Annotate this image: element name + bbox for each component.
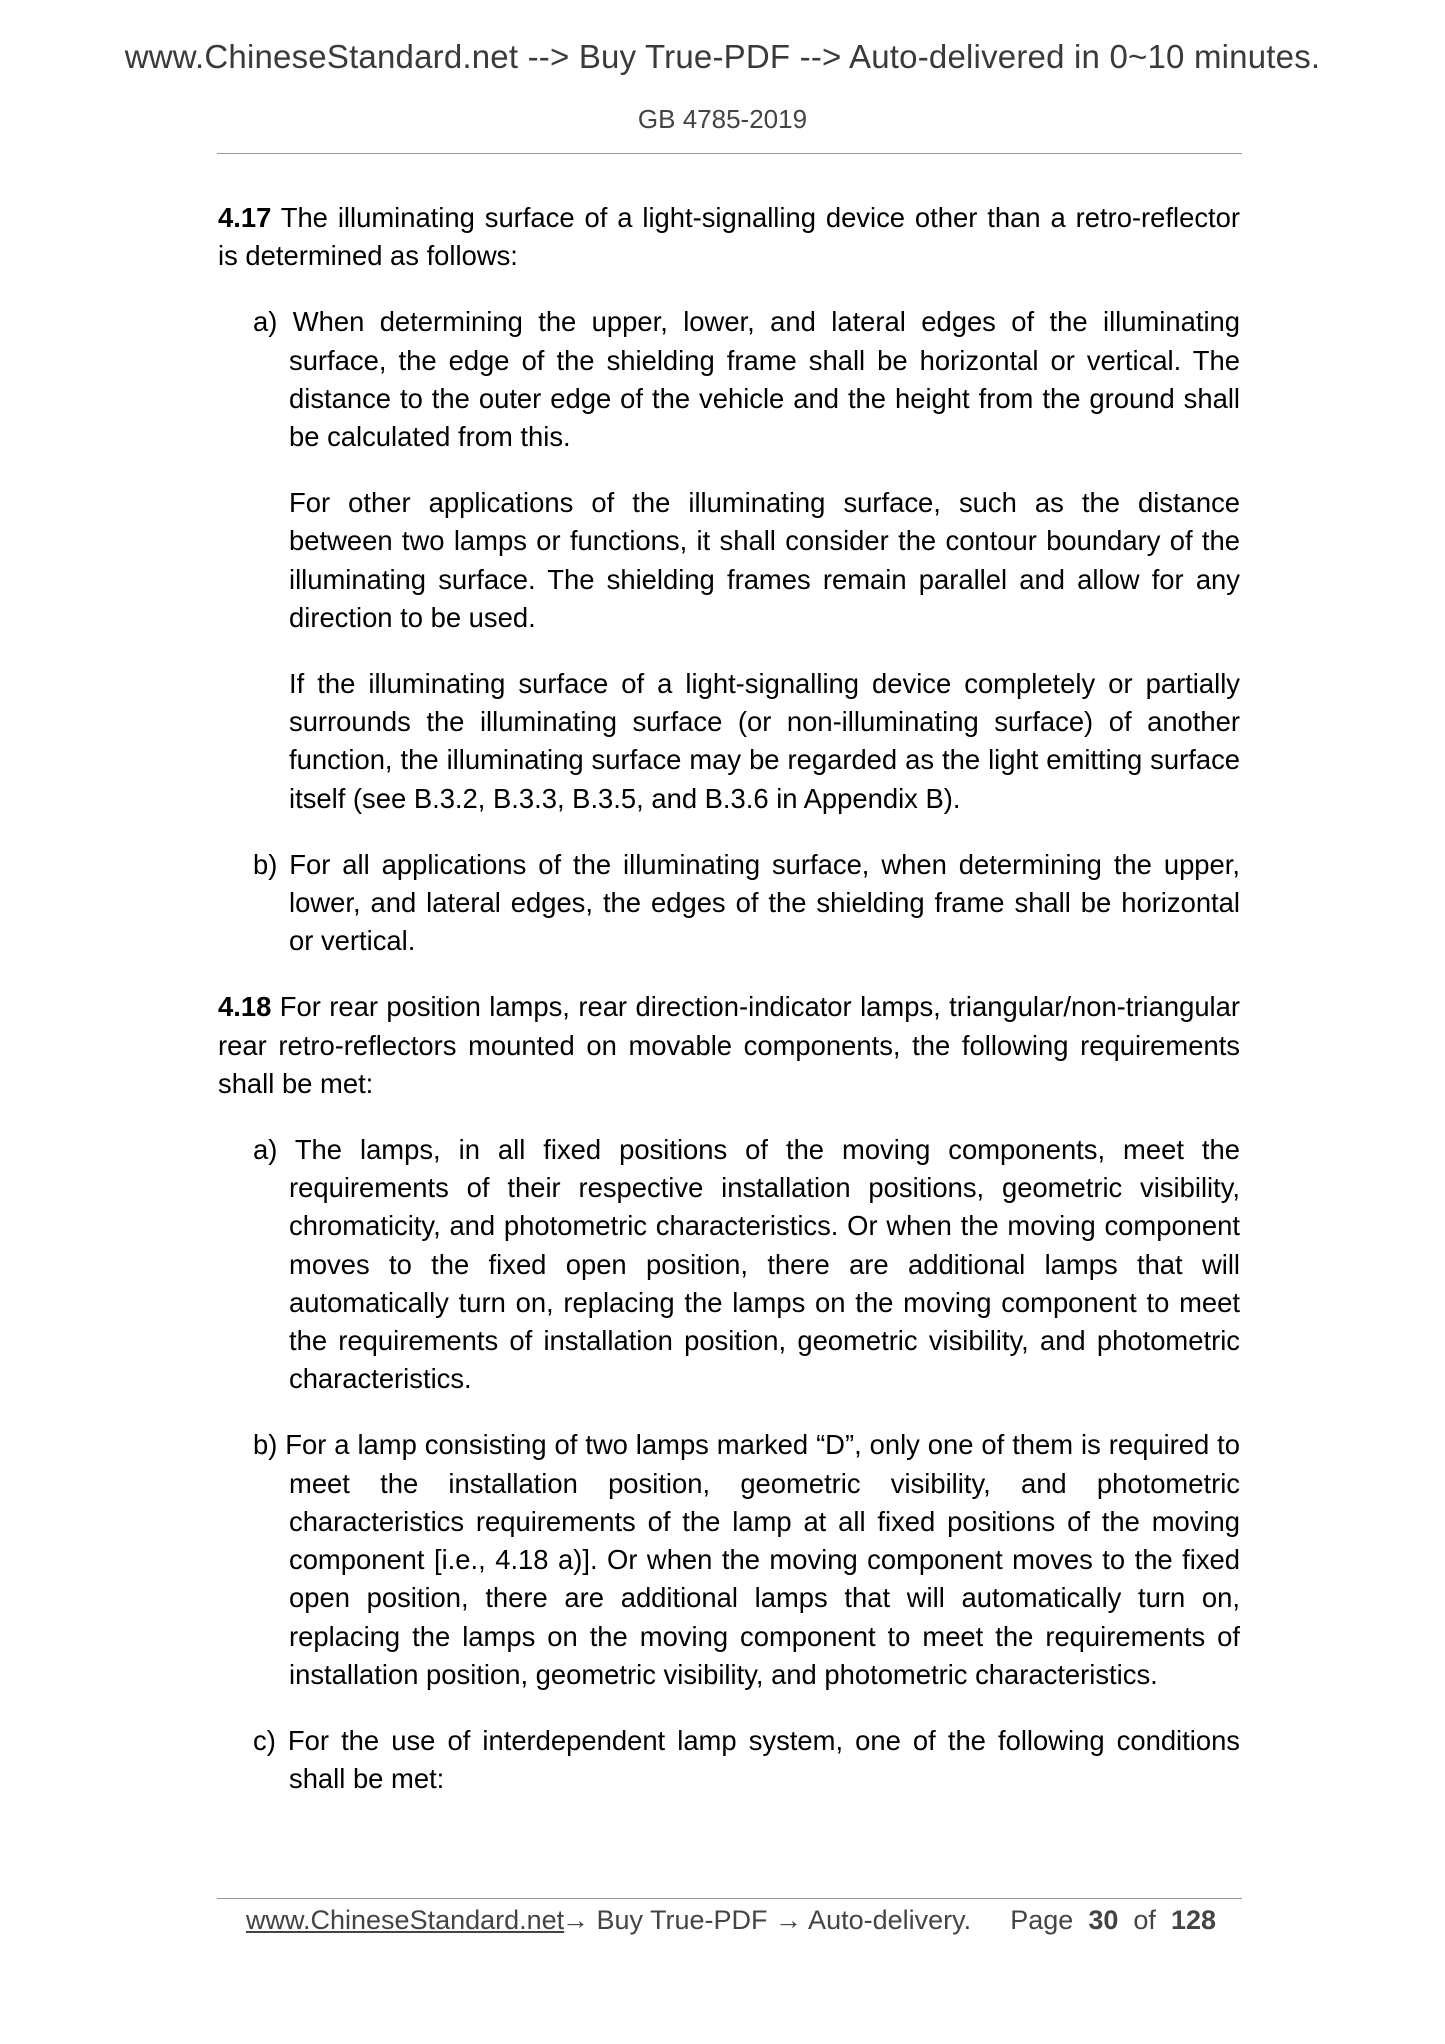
footer-divider — [217, 1898, 1242, 1899]
total-pages: 128 — [1170, 1905, 1216, 1935]
clause-text: The illuminating surface of a light-signalling device other than a retro-reflector is determined as follows: — [218, 202, 1240, 272]
clause-4-17-item-a: a) When determining the upper, lower, and lateral edges of the illuminating surface, the edge of the shielding frame shall be horizontal or vertical. The distance to the outer edge of the vehicle and the height from the ground shall be calculated from this. — [253, 306, 1240, 453]
page-label: Page — [1010, 1905, 1074, 1935]
top-banner: www.ChineseStandard.net --> Buy True-PDF --> Auto-delivered in 0~10 minutes. — [124, 38, 1321, 75]
page-number: 30 — [1088, 1905, 1119, 1935]
clause-number: 4.18 — [218, 991, 272, 1023]
clause-4-18-item-b: b) For a lamp consisting of two lamps marked “D”, only one of them is required to meet the installation position, geometric visibility, and photometric characteristics requirements of the lamp at all fixed positions of the moving component [i.e., 4.18 a)]. Or when the moving component moves to the fixed open position, there are additional lamps that will automatically turn on, replacing the lamps on the moving component to meet the requirements of installation position, geometric visibility, and photometric characteristics. — [253, 1429, 1240, 1690]
clause-4-18-item-a: a) The lamps, in all fixed positions of the moving components, meet the requirements of their respective installation positions, geometric visibility, chromaticity, and photometric characteristics. Or when the moving component moves to the fixed open position, there are additional lamps that will automatically turn on, replacing the lamps on the moving component to meet the requirements of installation position, geometric visibility, and photometric characteristics. — [253, 1134, 1240, 1395]
page-indicator — [1010, 1901, 1216, 1939]
footer — [246, 1901, 1226, 1939]
clause-text: For rear position lamps, rear direction-indicator lamps, triangular/non-triangular rear retro-reflectors mounted on movable components, the following requirements shall be met: — [218, 991, 1240, 1099]
page-content — [218, 199, 1240, 1826]
footer-tagline: → Buy True-PDF → Auto-delivery. — [562, 1905, 972, 1935]
document-code: GB 4785-2019 — [637, 104, 808, 134]
footer-site-link[interactable]: www.ChineseStandard.net — [246, 1905, 565, 1935]
clause-4-17 — [218, 199, 1240, 275]
clause-4-17-item-a-para-2: For other applications of the illuminating surface, such as the distance between two lamps or functions, it shall consider the contour boundary of the illuminating surface. The shielding frames remain parallel and allow for any direction to be used. — [289, 487, 1240, 633]
of-label: of — [1133, 1905, 1156, 1935]
clause-4-17-item-b: b) For all applications of the illuminating surface, when determining the upper, lower, and lateral edges, the edges of the shielding frame shall be horizontal or vertical. — [253, 848, 1240, 957]
header-divider — [217, 153, 1242, 154]
clause-4-18 — [218, 988, 1240, 1103]
clause-4-18-item-c: c) For the use of interdependent lamp system, one of the following conditions shall be met: — [253, 1724, 1240, 1795]
clause-4-17-item-a-para-3: If the illuminating surface of a light-signalling device completely or partially surrounds the illuminating surface (or non-illuminating surface) of another function, the illuminating surface may be regarded as the light emitting surface itself (see B.3.2, B.3.3, B.3.5, and B.3.6 in Appendix B). — [289, 668, 1240, 814]
clause-number: 4.17 — [218, 202, 272, 233]
